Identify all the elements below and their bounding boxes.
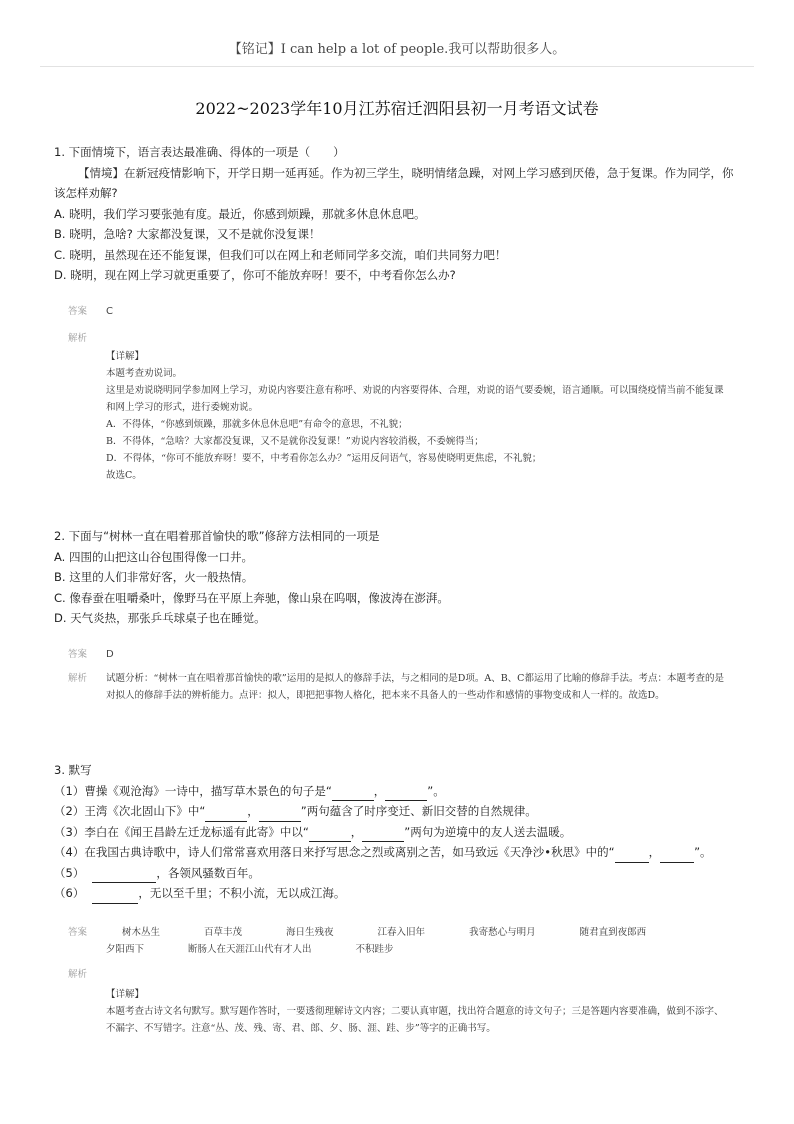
header-motto: 【铭记】I can help a lot of people.我可以帮助很多人。 <box>228 42 566 57</box>
answer-label: 答案 <box>68 306 88 317</box>
analysis-line: B．不得体，“急啥？大家都没复课，又不是就你没复课！”劝说内容较消极，不委婉得当； <box>106 436 484 447</box>
analysis-line: D．不得体，“你可不能放弃呀！要不，中考看你怎么办？”运用反问语气，容易使晓明更焦虑，不礼貌； <box>106 453 542 464</box>
dictation-item-3: （3）李白在《闻王昌龄左迁龙标遥有此寄》中以“ ， ”两句为逆境中的友人送去温暖。 <box>54 822 744 843</box>
question-1 <box>54 142 744 286</box>
dictation-item-1: （1）曹操《观沧海》一诗中，描写草木景色的句子是“ ， ”。 <box>54 781 744 802</box>
question-1-answer <box>68 303 728 323</box>
dictation-answer: 断肠人在天涯 <box>188 944 246 955</box>
dictation-answer: 江山代有才人出 <box>245 944 312 955</box>
answer-blank[interactable] <box>205 807 247 822</box>
answer-blank[interactable] <box>362 827 404 842</box>
question-1-option-a: A. 晓明，我们学习要张弛有度。最近，你感到烦躁，那就多休息休息吧。 <box>54 206 426 221</box>
dictation-item-6: （6） ，无以至千里；不积小流，无以成江海。 <box>54 883 744 904</box>
dictation-item-2: （2）王湾《次北固山下》中“ ， ”两句蕴含了时序变迁、新旧交替的自然规律。 <box>54 801 744 822</box>
dictation-answer: 海日生残夜 <box>286 927 334 938</box>
dictation-answer: 不积跬步 <box>355 944 394 955</box>
analysis-line: 本题考查古诗文名句默写。默写题作答时，一要透彻理解诗文内容；二要认真审题，找出符合题意的诗文句子；三是答题内容要准确，做到不添字、不漏字、不写错字。注意“丛、茂、残、寄、君、郎、夕、肠、涯、跬、步”等字的正确书写。 <box>106 1006 724 1034</box>
answer-blank[interactable] <box>332 786 374 801</box>
answer-label: 答案 <box>68 649 88 660</box>
answer-blank[interactable] <box>309 827 351 842</box>
dictation-item-5: （5） ，各领风骚数百年。 <box>54 863 744 884</box>
question-3-title: 3. 默写 <box>54 763 92 777</box>
question-2-option-b: B. 这里的人们非常好客，火一般热情。 <box>54 570 254 584</box>
question-1-option-d: D. 晓明，现在网上学习就更重要了，你可不能放弃呀！要不，中考看你怎么办? <box>54 268 456 282</box>
dictation-answer: 江春入旧年 <box>377 927 426 938</box>
answer-blank[interactable] <box>615 848 649 863</box>
analysis-line: 试题分析：“树林一直在唱着那首愉快的歌”运用的是拟人的修辞手法，与之相同的是D项。A、B、C都运用了比喻的修辞手法。考点：本题考查的是对拟人的修辞手法的辨析能力。点评：拟人，即把把事物人格化，把本来不具备人的一些动作和感情的事物变成和人一样的。故选D。 <box>106 673 724 701</box>
dictation-answer: 树木丛生 <box>122 927 161 938</box>
dictation-answer: 百草丰茂 <box>204 927 243 938</box>
question-2-option-a: A. 四围的山把这山谷包围得像一口井。 <box>54 549 253 564</box>
question-2-answer <box>68 646 728 666</box>
analysis-label: 解析 <box>68 969 88 980</box>
question-1-option-c: C. 晓明，虽然现在还不能复课，但我们可以在网上和老师同学多交流，咱们共同努力吧！ <box>54 247 507 262</box>
question-3-answer <box>68 924 728 960</box>
analysis-line: 本题考查劝说词。 <box>106 368 183 379</box>
answer-blank[interactable] <box>259 807 301 822</box>
question-3 <box>54 760 744 904</box>
dictation-answer: 随君直到夜郎西 <box>579 927 647 938</box>
question-2-option-d: D. 天气炎热，那张乒乓球桌子也在睡觉。 <box>54 611 266 625</box>
question-1-option-b: B. 晓明，急啥? 大家都没复课，又不是就你没复课！ <box>54 227 321 241</box>
analysis-label: 解析 <box>68 333 88 344</box>
question-1-context: 【情境】在新冠疫情影响下，开学日期一延再延。作为初三学生，晓明情绪急躁，对网上学习感到厌倦，急于复课。作为同学，你该怎样劝解? <box>54 165 734 200</box>
answer-blank[interactable] <box>385 786 427 801</box>
question-2-analysis <box>68 670 728 730</box>
question-2-option-c: C. 像春蚕在咀嚼桑叶，像野马在平原上奔驰，像山泉在呜咽，像波涛在澎湃。 <box>54 590 449 605</box>
header-divider <box>40 66 754 67</box>
analysis-line: 【详解】 <box>106 989 145 1000</box>
answer-blank[interactable] <box>660 848 694 863</box>
analysis-line: A．不得体，“你感到烦躁，那就多休息休息吧”有命令的意思，不礼貌； <box>106 419 408 430</box>
analysis-line: 【详解】 <box>106 351 145 362</box>
question-2-stem: 2. 下面与“树林一直在唱着那首愉快的歌”修辞方法相同的一项是 <box>54 529 380 543</box>
question-3-analysis <box>68 966 728 1046</box>
answer-blank[interactable] <box>92 868 156 883</box>
dictation-answer: 我寄愁心与明月 <box>469 927 536 938</box>
dictation-item-4: （4）在我国古典诗歌中，诗人们常常喜欢用落日来抒写思念之烈或离别之苦，如马致远《天净沙•秋思》中的“ ， ”。 <box>54 842 744 863</box>
answer-value: C <box>106 306 113 317</box>
analysis-line: 这里是劝说晓明同学参加网上学习，劝说内容要注意有称呼、劝说的内容要得体、合理，劝说的语气要委婉，语言通顺。可以围绕疫情当前不能复课和网上学习的形式，进行委婉劝说。 <box>106 385 724 413</box>
dictation-answer: 夕阳西下 <box>106 944 145 955</box>
analysis-label: 解析 <box>68 673 88 684</box>
answer-value: D <box>106 649 114 660</box>
document-title: 2022~2023学年10月江苏宿迁泗阳县初一月考语文试卷 <box>195 99 599 118</box>
answer-blank[interactable] <box>92 889 138 904</box>
analysis-line: 故选C。 <box>106 470 142 481</box>
question-1-stem: 1. 下面情境下，语言表达最准确、得体的一项是（ ） <box>54 145 345 159</box>
answer-label: 答案 <box>68 927 88 938</box>
question-2 <box>54 526 744 629</box>
question-1-analysis <box>68 330 728 490</box>
